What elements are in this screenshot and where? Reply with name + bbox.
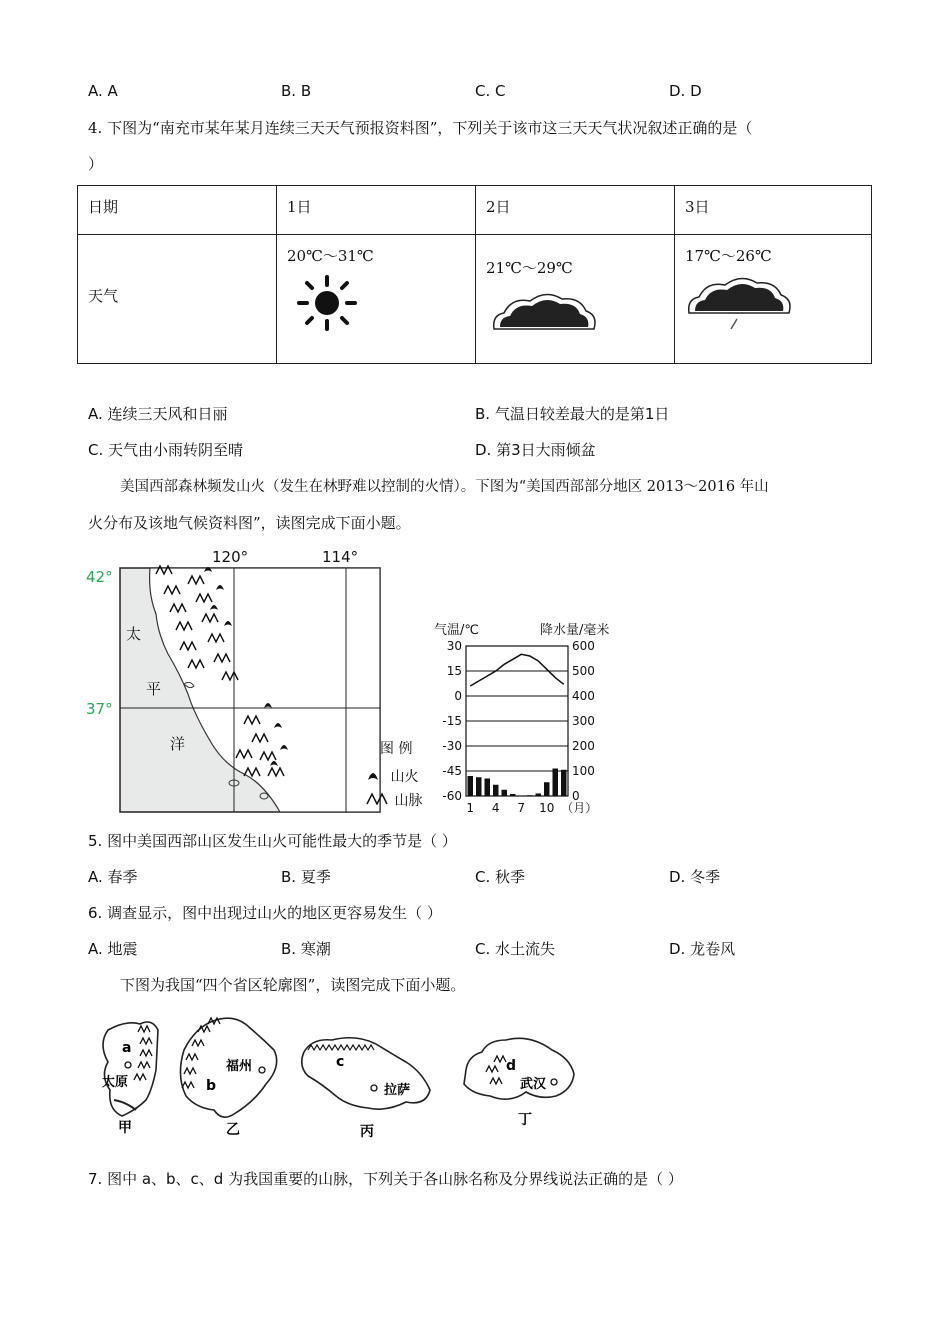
right-tick-label: 600 — [572, 639, 595, 653]
q5-option-c: C. 秋季 — [475, 868, 526, 886]
q5-option-d: D. 冬季 — [669, 868, 721, 886]
q4-option-a: A. 连续三天风和日丽 — [88, 405, 228, 423]
light-rain-icon — [685, 275, 800, 335]
precip-bar — [536, 794, 542, 797]
precip-bar — [561, 770, 567, 796]
right-tick-label: 0 — [572, 789, 580, 803]
province-outlines — [86, 1010, 596, 1140]
day2-temp: 21℃～29℃ — [486, 259, 573, 277]
precip-bar — [485, 779, 491, 797]
q6-option-b: B. 寒潮 — [281, 940, 331, 958]
right-tick-label: 100 — [572, 764, 595, 778]
x-unit-label: （月） — [561, 801, 598, 815]
left-tick-label: 0 — [454, 689, 462, 703]
precip-bar — [502, 790, 508, 796]
weather-table — [77, 185, 872, 364]
precip-bar — [544, 782, 550, 796]
lat-label-37: 37° — [86, 700, 113, 718]
q4-option-d: D. 第3日大雨倾盆 — [475, 441, 596, 459]
left-tick-label: -30 — [442, 739, 462, 753]
right-tick-label: 400 — [572, 689, 595, 703]
fire-icon — [366, 767, 386, 781]
mountain-letter-b: b — [206, 1078, 217, 1094]
province-jia — [102, 1022, 158, 1136]
mountain-letter-c: c — [336, 1054, 345, 1070]
precip-bar — [527, 795, 533, 796]
precip-bar — [493, 785, 499, 796]
left-tick-label: -45 — [442, 764, 462, 778]
legend-mountain — [366, 790, 426, 810]
q5-option-a: A. 春季 — [88, 868, 138, 886]
precip-bar — [468, 776, 474, 796]
ocean-char-1: 太 — [126, 625, 142, 643]
ocean-char-3: 洋 — [170, 735, 186, 753]
right-tick-label: 200 — [572, 739, 595, 753]
q7-stem: 7. 图中 a、b、c、d 为我国重要的山脉，下列关于各山脉名称及分界线说法正确的是（ ） — [88, 1170, 683, 1188]
left-tick-label: 15 — [446, 664, 462, 678]
q4-stem-cont: ） — [88, 155, 104, 173]
intro1-line2: 火分布及该地气候资料图”，读图完成下面小题。 — [88, 514, 411, 532]
intro2: 下图为我国“四个省区轮廓图”，读图完成下面小题。 — [120, 976, 466, 994]
province-label-jia: 甲 — [118, 1120, 132, 1136]
header-day2: 2日 — [486, 198, 511, 216]
header-day1: 1日 — [287, 198, 312, 216]
lat-label-42: 42° — [86, 568, 113, 586]
q3-option-a: A. A — [88, 82, 118, 100]
q4-stem: 4. 下图为“南充市某年某月连续三天天气预报资料图”，下列关于该市这三天天气状况叙述正确的是（ — [88, 119, 753, 137]
intro1-line1: 美国西部森林频发山火（发生在林野难以控制的火情）。下图为“美国西部部分地区 2013～2016 年山 — [120, 479, 769, 495]
precip-bar — [476, 777, 482, 796]
province-label-yi: 乙 — [226, 1122, 240, 1138]
legend-fire-label: 山火 — [390, 769, 419, 785]
province-yi — [180, 1018, 276, 1138]
climate-chart — [428, 620, 638, 820]
city-fuzhou: 福州 — [226, 1059, 253, 1074]
map-legend — [366, 738, 426, 810]
q6-stem: 6. 调查显示，图中出现过山火的地区更容易发生（ ） — [88, 904, 442, 922]
province-bing — [302, 1038, 430, 1140]
city-wuhan: 武汉 — [520, 1077, 547, 1092]
q4-option-c: C. 天气由小雨转阴至晴 — [88, 441, 244, 459]
q6-option-a: A. 地震 — [88, 940, 138, 958]
x-tick-label: 1 — [466, 801, 475, 815]
header-day3: 3日 — [685, 198, 710, 216]
q3-option-c: C. C — [475, 82, 506, 100]
mountain-letter-a: a — [122, 1040, 132, 1056]
temperature-line — [470, 654, 564, 686]
city-lhasa: 拉萨 — [384, 1083, 411, 1098]
chart-right-axis-label: 降水量/毫米 — [540, 623, 610, 638]
us-west-fire-map — [84, 544, 404, 816]
province-ding — [464, 1038, 574, 1128]
mountain-letter-d: d — [506, 1058, 517, 1074]
q6-option-d: D. 龙卷风 — [669, 940, 736, 958]
cloudy-icon — [490, 287, 600, 335]
right-tick-label: 300 — [572, 714, 595, 728]
lon-label-114: 114° — [322, 548, 359, 566]
city-taiyuan: 太原 — [102, 1075, 129, 1090]
q3-option-d: D. D — [669, 82, 702, 100]
header-date: 日期 — [88, 198, 119, 216]
precip-bar — [510, 794, 516, 796]
precip-bar — [553, 769, 559, 797]
right-tick-label: 500 — [572, 664, 595, 678]
q6-option-c: C. 水土流失 — [475, 940, 556, 958]
mountain-icon — [366, 791, 390, 805]
row-label-weather: 天气 — [88, 287, 119, 305]
legend-fire — [366, 766, 426, 786]
q5-option-b: B. 夏季 — [281, 868, 331, 886]
x-tick-label: 10 — [539, 801, 555, 815]
x-tick-label: 4 — [491, 801, 500, 815]
day3-temp: 17℃～26℃ — [685, 247, 772, 265]
sun-icon — [295, 275, 359, 331]
province-label-bing: 丙 — [360, 1124, 374, 1140]
q4-option-b: B. 气温日较差最大的是第1日 — [475, 405, 670, 423]
legend-mountain-label: 山脉 — [394, 793, 423, 809]
q5-stem: 5. 图中美国西部山区发生山火可能性最大的季节是（ ） — [88, 832, 457, 850]
chart-left-axis-label: 气温/℃ — [434, 623, 479, 638]
left-tick-label: -60 — [442, 789, 462, 803]
q3-option-b: B. B — [281, 82, 312, 100]
lon-label-120: 120° — [212, 548, 249, 566]
left-tick-label: 30 — [446, 639, 462, 653]
legend-title: 图 例 — [380, 741, 413, 757]
precip-bar — [519, 796, 525, 797]
day1-temp: 20℃～31℃ — [287, 247, 374, 265]
ocean-char-2: 平 — [146, 680, 162, 698]
province-label-ding: 丁 — [518, 1112, 532, 1128]
left-tick-label: -15 — [442, 714, 462, 728]
x-tick-label: 7 — [517, 801, 526, 815]
